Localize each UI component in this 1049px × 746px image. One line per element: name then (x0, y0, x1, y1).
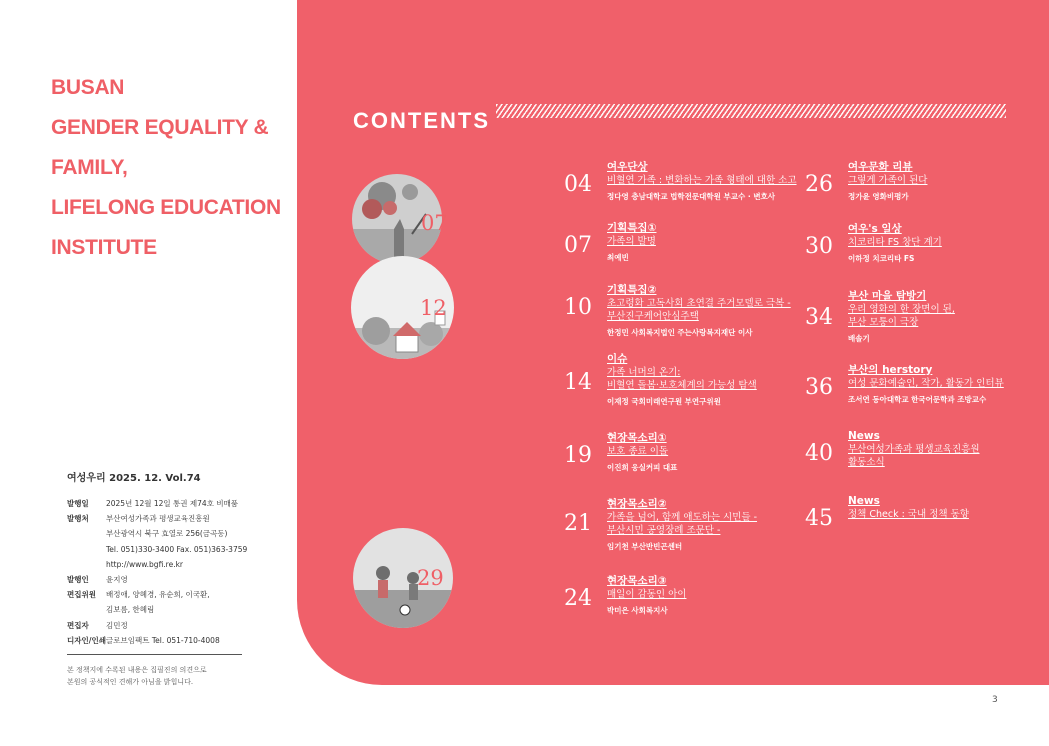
toc-title-line[interactable]: 우리 영화의 한 장면이 된, (848, 304, 955, 315)
toc-title (607, 366, 807, 392)
toc-category[interactable]: 여우문화 리뷰 (848, 161, 913, 173)
toc-author: 한정민 사회복지법인 주는사랑복지재단 이사 (607, 328, 753, 337)
disclaimer-note (67, 664, 207, 688)
publication-key: 디자인/인쇄 (67, 635, 106, 645)
toc-author: 최예빈 (607, 253, 629, 262)
toc-page-number: 40 (805, 441, 833, 466)
institute-name-line: LIFELONG EDUCATION (51, 196, 281, 219)
toc-page-number: 19 (564, 443, 592, 468)
publication-url[interactable]: http://www.bgfi.re.kr (105, 559, 184, 569)
toc-page-number: 45 (805, 506, 833, 531)
publication-value: Tel. 051)330-3400 Fax. 051)363-3759 (105, 544, 248, 554)
page-number: 3 (992, 695, 998, 705)
institute-name-line: FAMILY, (51, 156, 128, 179)
toc-page-number: 30 (805, 234, 833, 259)
toc-title-line[interactable]: 비혈연 돌봄·보호체계의 가능성 탐색 (607, 380, 757, 391)
institute-name-line: BUSAN (51, 76, 125, 99)
toc-page-number: 14 (564, 370, 592, 395)
toc-title-line[interactable]: 보호 종료 이돌 (607, 446, 669, 457)
toc-page-number: 10 (564, 295, 592, 320)
publication-row (67, 572, 247, 587)
toc-author: 정가윤 영화비평가 (848, 192, 909, 201)
institute-name (51, 68, 291, 268)
toc-title-line[interactable]: 부산여성가족과 평생교육진흥원 (848, 444, 980, 455)
publication-value: 부산광역시 북구 효열로 256(금곡동) (105, 529, 228, 539)
toc-category[interactable]: 기획특집② (607, 284, 657, 296)
toc-title (607, 297, 807, 323)
publication-value: 배정애, 양혜경, 유순희, 이국환, (105, 590, 210, 600)
toc-title-line[interactable]: 활동소식 (848, 457, 885, 468)
toc-author: 이재정 국회미래연구원 부연구위원 (607, 397, 721, 406)
feature-page-number: 12 (420, 296, 447, 320)
toc-title-line[interactable]: 부산 모퉁이 극장 (848, 317, 919, 328)
toc-title (848, 508, 1048, 521)
disclaimer-line: 본원의 공식적인 견해가 아님을 밝힙니다. (67, 678, 194, 686)
publication-key: 발행일 (67, 499, 89, 508)
toc-author: 정다영 충남대학교 법학전문대학원 부교수 · 변호사 (607, 192, 776, 201)
toc-category[interactable]: 현장목소리② (607, 498, 667, 510)
toc-title-line[interactable]: 가족의 발명 (607, 236, 656, 247)
toc-title (848, 377, 1048, 390)
publication-row (67, 511, 247, 572)
toc-category[interactable]: 현장목소리① (607, 432, 667, 444)
toc-page-number: 36 (805, 375, 833, 400)
toc-page-number: 26 (805, 172, 833, 197)
toc-author: 임기천 부산반빈곤센터 (607, 542, 683, 551)
publication-value: 김민정 (105, 620, 128, 630)
toc-category[interactable]: News (848, 495, 880, 507)
publication-value: 김보름, 한혜림 (105, 605, 155, 615)
publication-value: 부산여성가족과 평생교육진흥원 (105, 514, 210, 524)
institute-name-line: INSTITUTE (51, 236, 157, 259)
divider (67, 654, 242, 655)
toc-title (607, 174, 807, 187)
toc-title (848, 443, 1048, 469)
toc-category[interactable]: 부산 마을 탐방기 (848, 290, 927, 302)
publication-key: 편집위원 (67, 590, 96, 600)
toc-page-number: 34 (805, 305, 833, 330)
toc-title-line[interactable]: 가족 너머의 온기: (607, 367, 681, 378)
hatch-divider (496, 104, 1006, 118)
toc-title-line[interactable]: 부산시민 공영장례 조문단 - (607, 525, 721, 536)
toc-title (607, 588, 807, 601)
toc-title-line[interactable]: 초고령화 고독사회 초연결 주거모델로 극복 - (607, 298, 791, 309)
toc-category[interactable]: 부산의 herstory (848, 364, 933, 376)
institute-name-line: GENDER EQUALITY & (51, 116, 269, 139)
publication-key: 발행처 (67, 514, 89, 524)
publication-value: 글로브임팩트 Tel. 051-710-4008 (105, 635, 220, 645)
publication-info (67, 469, 247, 655)
toc-author: 이하정 치코리타 FS (848, 254, 915, 263)
toc-title-line[interactable]: 부산진구케어안심주택 (607, 311, 699, 322)
publication-row (67, 496, 247, 511)
publication-key: 편집자 (67, 620, 89, 630)
toc-page-number: 24 (564, 586, 592, 611)
toc-title-line[interactable]: 치코리타 FS 창단 계기 (848, 237, 942, 248)
feature-page-number: 29 (417, 566, 444, 590)
toc-title-line[interactable]: 비혈연 가족 : 변화하는 가족 형태에 대한 소고 (607, 175, 797, 186)
toc-category[interactable]: 현장목소리③ (607, 575, 667, 587)
toc-author: 박미은 사회복지사 (607, 606, 668, 615)
toc-author: 이진희 웅실커피 대표 (607, 463, 678, 472)
toc-title (848, 303, 1048, 329)
toc-title (848, 174, 1048, 187)
contents-heading: CONTENTS (353, 108, 490, 133)
toc-category[interactable]: News (848, 430, 880, 442)
toc-category[interactable]: 여우's 일상 (848, 223, 902, 235)
publication-table (67, 496, 247, 648)
toc-category[interactable]: 기획특집① (607, 222, 657, 234)
toc-title-line[interactable]: 정책 Check : 국내 정책 동향 (848, 509, 969, 520)
toc-title (848, 236, 1048, 249)
toc-title (607, 235, 807, 248)
toc-author: 배솔기 (848, 334, 870, 343)
publication-row (67, 587, 247, 617)
toc-title-line[interactable]: 여성 문화예술인, 작가, 활동가 인터뷰 (848, 378, 1004, 389)
toc-page-number: 07 (564, 233, 592, 258)
disclaimer-line: 본 정책지에 수록된 내용은 집필진의 의견으로 (67, 666, 207, 674)
toc-title-line[interactable]: 그렇게 가족이 된다 (848, 175, 928, 186)
toc-author: 조서연 동아대학교 한국어문학과 조방교수 (848, 395, 987, 404)
publication-value: 2025년 12월 12일 통권 제74호 비매품 (105, 499, 239, 508)
toc-title (607, 445, 807, 458)
feature-page-number: 07 (421, 211, 448, 235)
toc-page-number: 04 (564, 172, 592, 197)
toc-page-number: 21 (564, 511, 592, 536)
publication-row (67, 633, 247, 648)
publication-value: 윤지영 (105, 575, 128, 585)
publication-row (67, 618, 247, 633)
toc-title (607, 511, 807, 537)
toc-category[interactable]: 여우단상 (607, 161, 648, 173)
toc-title-line[interactable]: 가족을 넘어, 함께 애도하는 시민들 - (607, 512, 758, 523)
publication-key: 발행인 (67, 575, 89, 585)
issue-title: 여성우리 2025. 12. Vol.74 (67, 473, 201, 484)
toc-title-line[interactable]: 매일이 감동인 아이 (607, 589, 687, 600)
toc-category[interactable]: 이슈 (607, 353, 628, 365)
